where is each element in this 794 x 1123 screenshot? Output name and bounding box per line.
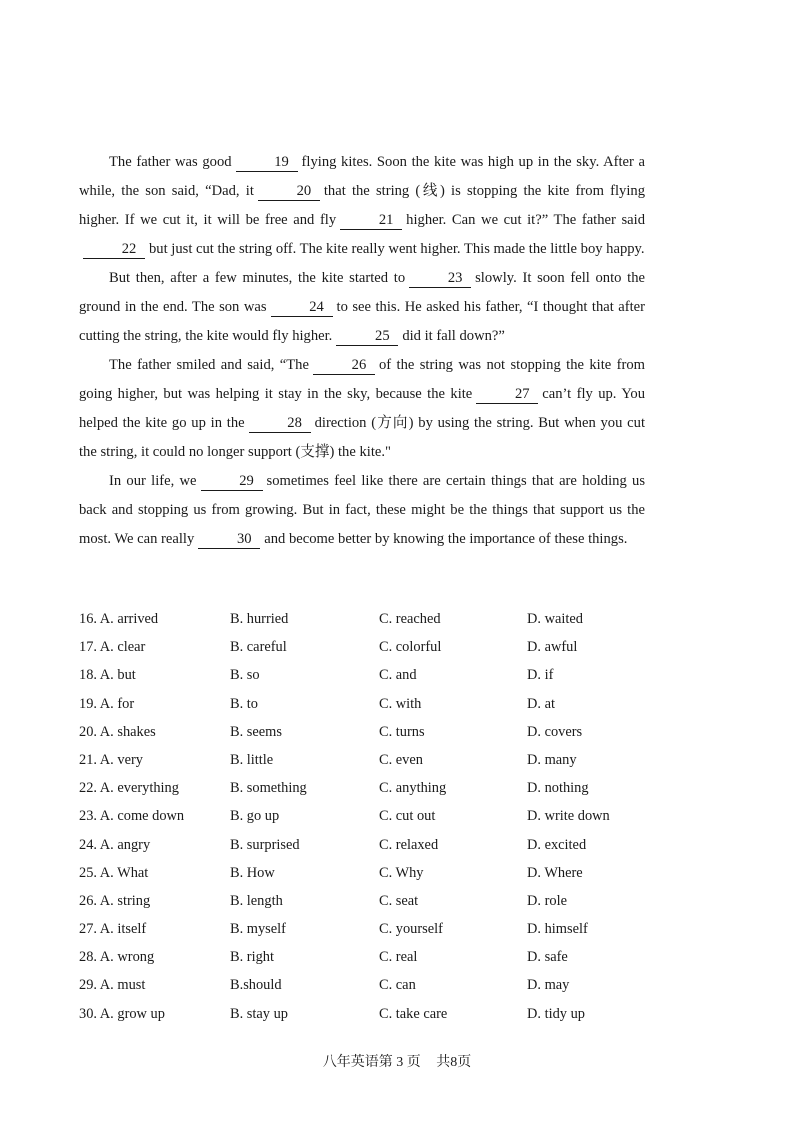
passage-text: direction (方向) by using the string. But when you cut the string, it could no longer support (支撑) the kite." (79, 415, 645, 460)
option-b: B. to (230, 695, 258, 712)
option-c: C. can (379, 977, 416, 994)
paragraph-2 (79, 264, 645, 351)
question-options-row (79, 915, 679, 943)
option-c: C. even (379, 751, 423, 768)
option-a: 24. A. angry (79, 836, 151, 853)
question-options-row (79, 887, 679, 915)
passage-text: The father smiled and said, “The (109, 357, 309, 373)
option-d: D. nothing (527, 780, 589, 797)
page-total: 共8页 (436, 1055, 472, 1070)
option-b: B. seems (230, 723, 282, 740)
page-number: 八年英语第 3 页 (322, 1055, 421, 1070)
option-a: 26. A. string (79, 892, 151, 909)
option-a: 21. A. very (79, 751, 143, 768)
option-a: 18. A. but (79, 667, 136, 684)
option-d: D. waited (527, 611, 583, 627)
option-b: B. right (230, 949, 274, 966)
option-d: D. Where (527, 864, 583, 881)
answer-options (79, 605, 679, 1028)
option-b: B. How (230, 864, 275, 881)
blank-20: 20 (258, 182, 320, 201)
passage-text: slowly. It soon fell onto the ground in the end. The son was (79, 270, 645, 315)
option-a: 17. A. clear (79, 639, 146, 656)
option-a: 27. A. itself (79, 921, 147, 938)
passage-text: In our life, we (109, 473, 197, 489)
passage-text: higher. Can we cut it?” The father said (406, 212, 645, 228)
option-d: D. tidy up (527, 1005, 585, 1022)
question-options-row (79, 971, 679, 999)
blank-22: 22 (83, 240, 145, 259)
question-options-row (79, 802, 679, 830)
question-options-row (79, 774, 679, 802)
passage-text: that the string (线) is stopping the kite from flying higher. If we cut it, it will be free and fly (79, 183, 645, 228)
option-a: 22. A. everything (79, 780, 179, 797)
passage-text: but just cut the string off. The kite really went higher. This made the little boy happy. (149, 241, 645, 257)
option-c: C. seat (379, 892, 419, 909)
blank-24: 24 (271, 298, 333, 317)
option-c: C. with (379, 695, 422, 712)
question-options-row (79, 718, 679, 746)
question-options-row (79, 831, 679, 859)
option-a: 20. A. shakes (79, 723, 156, 740)
option-d: D. excited (527, 836, 587, 853)
option-d: D. covers (527, 723, 583, 740)
passage-text: But then, after a few minutes, the kite started to (109, 270, 406, 286)
blank-21: 21 (340, 211, 402, 230)
option-c: C. real (379, 949, 418, 966)
question-options-row (79, 605, 679, 633)
option-d: D. may (527, 977, 570, 994)
option-d: D. at (527, 695, 555, 712)
option-a: 23. A. come down (79, 808, 185, 825)
option-a: 28. A. wrong (79, 949, 155, 966)
option-d: D. awful (527, 639, 578, 656)
option-c: C. colorful (379, 639, 442, 656)
question-options-row (79, 690, 679, 718)
option-d: D. safe (527, 949, 568, 966)
option-c: C. and (379, 667, 417, 684)
option-c: C. Why (379, 864, 424, 881)
passage-text: and become better by knowing the importance of these things. (264, 531, 628, 547)
paragraph-1 (79, 148, 645, 264)
option-d: D. role (527, 892, 567, 909)
option-c: C. reached (379, 611, 441, 627)
blank-30: 30 (198, 530, 260, 549)
option-d: D. write down (527, 808, 610, 825)
option-a: 25. A. What (79, 864, 149, 881)
option-c: C. relaxed (379, 836, 439, 853)
question-options-row (79, 943, 679, 971)
passage-text: to see this. He asked his father, “I thought that after cutting the string, the kite would fly higher. (79, 299, 645, 344)
passage-text: can’t fly up. You helped the kite go up in the (79, 386, 645, 431)
option-d: D. himself (527, 921, 588, 938)
question-options-row (79, 633, 679, 661)
option-b: B. myself (230, 921, 286, 938)
blank-19: 19 (236, 153, 298, 172)
option-b: B. something (230, 780, 307, 797)
question-options-row (79, 746, 679, 774)
option-b: B.should (230, 977, 282, 994)
option-b: B. so (230, 667, 260, 684)
blank-23: 23 (409, 269, 471, 288)
passage-text: flying kites. Soon the kite was high up in the sky. After a while, the son said, “Dad, it (79, 154, 645, 199)
question-options-row (79, 661, 679, 689)
option-b: B. little (230, 751, 274, 768)
cloze-passage (79, 148, 645, 554)
blank-26: 26 (313, 356, 375, 375)
blank-29: 29 (201, 472, 263, 491)
option-b: B. hurried (230, 611, 289, 627)
question-options-row (79, 1000, 679, 1028)
paragraph-4 (79, 467, 645, 554)
option-c: C. turns (379, 723, 425, 740)
passage-text: sometimes feel like there are certain things that are holding us back and stopping us from growing. But in fact, these might be the things that support us the most. We can really (79, 473, 645, 547)
option-a: 30. A. grow up (79, 1005, 165, 1022)
option-b: B. go up (230, 808, 280, 825)
option-d: D. if (527, 667, 554, 684)
option-b: B. length (230, 892, 283, 909)
option-c: C. anything (379, 780, 447, 797)
option-b: B. surprised (230, 836, 300, 853)
blank-28: 28 (249, 414, 311, 433)
blank-27: 27 (476, 385, 538, 404)
option-a: 19. A. for (79, 695, 135, 712)
passage-text: The father was good (109, 154, 232, 170)
paragraph-3 (79, 351, 645, 467)
question-options-row (79, 859, 679, 887)
option-c: C. take care (379, 1005, 448, 1022)
passage-text: of the string was not stopping the kite from going higher, but was helping it stay in the sky, because the kite (79, 357, 645, 402)
option-c: C. yourself (379, 921, 443, 938)
passage-text: did it fall down?” (402, 328, 505, 344)
option-c: C. cut out (379, 808, 436, 825)
option-b: B. careful (230, 639, 287, 656)
option-b: B. stay up (230, 1005, 288, 1022)
option-d: D. many (527, 751, 577, 768)
option-a: 16. A. arrived (79, 611, 159, 627)
blank-25: 25 (336, 327, 398, 346)
page-footer (0, 1051, 794, 1071)
option-a: 29. A. must (79, 977, 146, 994)
